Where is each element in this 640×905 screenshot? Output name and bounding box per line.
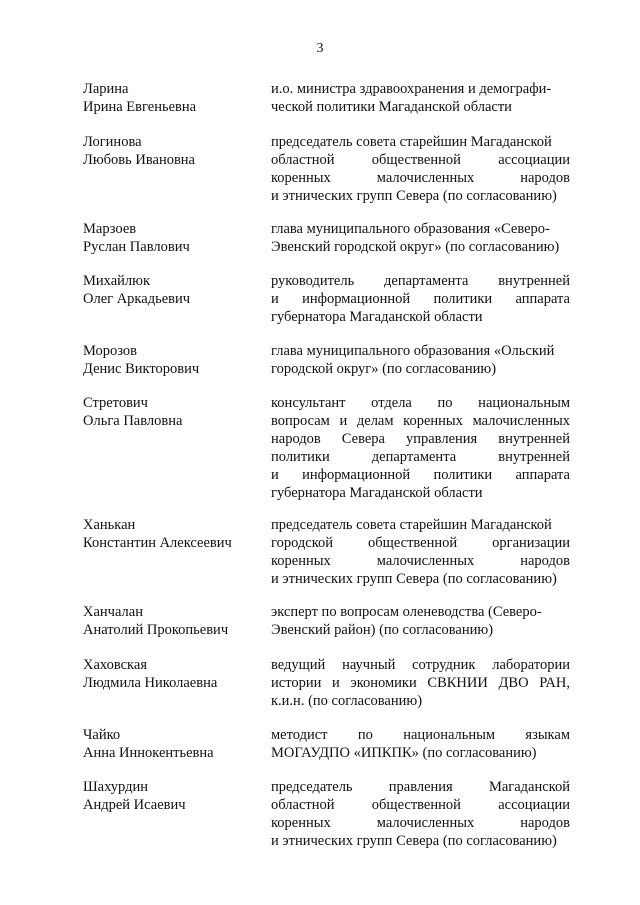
role-line: и этнических групп Севера (по согласованию) (271, 188, 557, 204)
role-line: и информационной политики аппарата (271, 467, 570, 483)
member-surname: Чайко (83, 727, 121, 743)
member-name (83, 80, 263, 116)
role-line: и этнических групп Севера (по согласованию) (271, 833, 557, 849)
role-line: эксперт по вопросам оленеводства (Северо- (271, 604, 542, 620)
role-line: ческой политики Магаданской области (271, 99, 512, 115)
role-line: ведущий научный сотрудник лаборатории (271, 657, 570, 673)
role-line: областной общественной ассоциации (271, 797, 570, 813)
role-line: коренных малочисленных народов (271, 815, 570, 831)
page-number: 3 (316, 41, 324, 56)
member-given-names: Ирина Евгеньевна (83, 99, 197, 115)
role-line: руководитель департамента внутренней (271, 273, 570, 289)
member-surname: Михайлюк (83, 273, 151, 289)
member-surname: Логинова (83, 134, 142, 150)
role-line: коренных малочисленных народов (271, 553, 570, 569)
role-line: народов Севера управления внутренней (271, 431, 570, 447)
member-role (271, 394, 570, 502)
role-line: губернатора Магаданской области (271, 485, 483, 501)
member-given-names: Олег Аркадьевич (83, 291, 191, 307)
member-role (271, 80, 570, 116)
member-role (271, 272, 570, 326)
member-given-names: Любовь Ивановна (83, 152, 195, 168)
role-line: МОГАУДПО «ИПКПК» (по согласованию) (271, 745, 537, 761)
member-surname: Ханчалан (83, 604, 143, 620)
member-name (83, 778, 263, 814)
role-line: истории и экономики СВКНИИ ДВО РАН, (271, 675, 570, 691)
role-line: председатель правления Магаданской (271, 779, 570, 795)
member-role (271, 603, 570, 639)
member-role (271, 656, 570, 710)
role-line: вопросам и делам коренных малочисленных (271, 413, 570, 429)
role-line: областной общественной ассоциации (271, 152, 570, 168)
role-line: председатель совета старейшин Магаданской (271, 134, 552, 150)
member-name (83, 394, 263, 430)
member-role (271, 133, 570, 205)
role-line: губернатора Магаданской области (271, 309, 483, 325)
member-given-names: Денис Викторович (83, 361, 200, 377)
member-name (83, 656, 263, 692)
member-surname: Хаховская (83, 657, 147, 673)
role-line: политики департамента внутренней (271, 449, 570, 465)
member-surname: Марзоев (83, 221, 137, 237)
member-given-names: Ольга Павловна (83, 413, 183, 429)
member-given-names: Анна Иннокентьевна (83, 745, 214, 761)
member-name (83, 342, 263, 378)
member-name (83, 133, 263, 169)
role-line: городской общественной организации (271, 535, 570, 551)
member-surname: Морозов (83, 343, 138, 359)
member-role (271, 778, 570, 850)
role-line: глава муниципального образования «Северо- (271, 221, 550, 237)
member-role (271, 516, 570, 588)
role-line: городской округ» (по согласованию) (271, 361, 497, 377)
member-surname: Шахурдин (83, 779, 148, 795)
role-line: глава муниципального образования «Ольский (271, 343, 555, 359)
member-name (83, 726, 263, 762)
role-line: и.о. министра здравоохранения и демографи- (271, 81, 552, 97)
role-line: Эвенский район) (по согласованию) (271, 622, 494, 638)
role-line: к.и.н. (по согласованию) (271, 693, 423, 709)
member-role (271, 220, 570, 256)
member-name (83, 516, 263, 552)
member-role (271, 342, 570, 378)
member-given-names: Людмила Николаевна (83, 675, 218, 691)
member-given-names: Анатолий Прокопьевич (83, 622, 229, 638)
member-given-names: Константин Алексеевич (83, 535, 232, 551)
member-name (83, 220, 263, 256)
member-name (83, 272, 263, 308)
role-line: и информационной политики аппарата (271, 291, 570, 307)
member-given-names: Андрей Исаевич (83, 797, 186, 813)
role-line: методист по национальным языкам (271, 727, 570, 743)
role-line: Эвенский городской округ» (по согласованию) (271, 239, 560, 255)
member-surname: Ларина (83, 81, 129, 97)
member-given-names: Руслан Павлович (83, 239, 190, 255)
member-role (271, 726, 570, 762)
role-line: и этнических групп Севера (по согласованию) (271, 571, 557, 587)
role-line: консультант отдела по национальным (271, 395, 570, 411)
member-name (83, 603, 263, 639)
member-surname: Ханькан (83, 517, 136, 533)
role-line: коренных малочисленных народов (271, 170, 570, 186)
role-line: председатель совета старейшин Магаданской (271, 517, 552, 533)
member-surname: Стретович (83, 395, 148, 411)
